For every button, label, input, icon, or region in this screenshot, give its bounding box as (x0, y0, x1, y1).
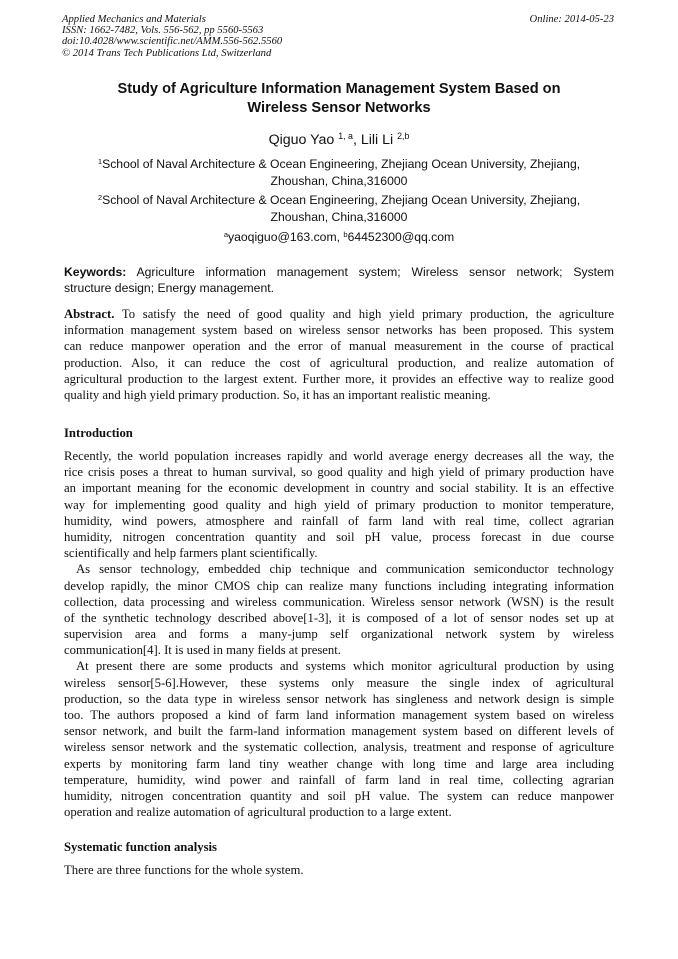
paragraph-line: There are three functions for the whole system. (64, 863, 304, 877)
author-emails (62, 229, 616, 245)
affiliation-mark: 2 (97, 192, 103, 202)
paragraph-line: production, so the data type in wireless sensor network has singleness and network design is simple (64, 691, 614, 706)
issn-line: ISSN: 1662-7482, Vols. 556-562, pp 5560-5563 (62, 25, 264, 37)
abstract-label: Abstract. (64, 307, 115, 321)
section-heading-systematic-function-analysis: Systematic function analysis (64, 840, 217, 854)
paragraph-line: temperature, humidity, wind power and rainfall of farm land in real time, collecting agrarian (64, 772, 614, 787)
paragraph-line: too. The authors proposed a kind of farm land information management system based on wireless (64, 708, 614, 722)
paragraph-line: humidity, nitrogen concentration quantity and soil pH value, process forecast in due course (64, 529, 614, 544)
paragraph-line: humidity, wind powers, atmosphere and rainfall of farm land with real time, collect agrarian (64, 513, 614, 528)
paragraph-line: At present there are some products and systems which monitor agricultural production by using (76, 659, 614, 674)
paragraph-line: humidity, nitrogen concentration quantity and soil pH value. The system can reduce manpower (64, 788, 614, 803)
paragraph-line: rice crisis poses a threat to human survival, so good quality and high yield of primary production have (64, 465, 614, 480)
paper-title (62, 80, 616, 118)
paragraph-line: scientifically and help farmers plant scientifically. (64, 546, 318, 561)
affiliation-1 (62, 156, 616, 189)
author-separator: , (352, 132, 361, 148)
affiliation-2 (62, 192, 616, 225)
paragraph-line: communication[4]. It is used in many fields at present. (64, 643, 341, 658)
paragraph-line: operation and realize automation of agricultural production to a large extent. (64, 805, 452, 820)
abstract-line: quality and high yield primary production. So, it has an important realistic meaning. (64, 387, 491, 402)
paragraph-line: supervision area and forms a many-jump self organizational network system by wireless (64, 627, 614, 642)
doi-line: doi:10.4028/www.scientific.net/AMM.556-562.5560 (62, 36, 283, 48)
author-affiliation-mark: 1, a (338, 131, 353, 142)
paragraph-line: of the synthetic technology described above[1-3], it is composed of a lot of sensor nodes set up at (64, 610, 614, 625)
paragraph-line: experts by monitoring farm land tiny weather change with long time and large area including (64, 756, 614, 771)
paragraph-line: way for implementing good quality and high yield of primary production to monitor temperature, (64, 497, 614, 512)
email-mark: b (343, 229, 348, 239)
paragraph-line: an important meaning for the economic development in country and social stability. It is an effective (64, 481, 614, 496)
abstract (64, 306, 614, 403)
email-mark: a (223, 229, 229, 239)
abstract-line: can reduce manpower operation and the error of manual measurement in the course of practical (64, 339, 614, 354)
online-date: Online: 2014-05-23 (529, 14, 614, 25)
author-list (62, 131, 616, 149)
paragraph-line: wireless sensor network and the systematic collection, analysis, treatment and response of agriculture (64, 740, 614, 755)
author-name: Qiguo Yao (268, 132, 335, 148)
copyright-line: © 2014 Trans Tech Publications Ltd, Switzerland (62, 47, 272, 59)
paragraph-line: wireless sensor[5-6].However, these systems only measure the single index of agricultural (64, 675, 614, 690)
email-separator: , (336, 230, 344, 244)
paragraph-line: Recently, the world population increases rapidly and world average energy decreases all the way, the (64, 449, 614, 463)
title-line-2: Wireless Sensor Networks (247, 100, 431, 116)
paragraph-line: develop rapidly, the minor CMOS chip can realize many functions including integrating information (64, 578, 614, 593)
keywords-text: Agriculture information management system; Wireless sensor network; System (136, 265, 614, 279)
paragraph-line: sensor network, and built the farm-land information management system based on different levels of (64, 724, 614, 739)
email-link[interactable]: 64452300@qq.com (347, 230, 455, 244)
author-name: Lili Li (360, 132, 394, 148)
title-line-1: Study of Agriculture Information Management System Based on (117, 81, 561, 97)
journal-header (62, 14, 282, 59)
author-affiliation-mark: 2,b (397, 131, 410, 142)
paragraph-line: collection, data processing and wireless communication. Wireless sensor network (WSN) is the result (64, 594, 614, 609)
abstract-line: information management system based on wireless sensor networks has been proposed. This system (64, 323, 614, 338)
paragraph-line: As sensor technology, embedded chip technique and communication semiconductor technology (76, 562, 614, 577)
email-link[interactable]: yaoqiguo@163.com (228, 230, 337, 244)
section-heading-introduction: Introduction (64, 426, 133, 440)
systematic-function-body (64, 862, 614, 878)
keywords-label: Keywords: (64, 265, 127, 279)
journal-name: Applied Mechanics and Materials (62, 14, 206, 25)
keywords-text: structure design; Energy management. (64, 281, 275, 296)
abstract-line: agricultural production to the largest extent. Further more, it provides an effective way to realize good (64, 371, 614, 386)
affiliation-text: School of Naval Architecture & Ocean Engineering, Zhejiang Ocean University, Zhejiang, (102, 157, 581, 171)
affiliation-text: Zhoushan, China,316000 (270, 173, 408, 188)
affiliation-mark: 1 (97, 156, 103, 166)
abstract-line: production. Also, it can reduce the cost of agricultural production, and realize automation of (64, 355, 614, 370)
abstract-line: To satisfy the need of good quality and high yield primary production, the agriculture (121, 307, 614, 321)
introduction-body (64, 448, 614, 820)
affiliation-text: School of Naval Architecture & Ocean Engineering, Zhejiang Ocean University, Zhejiang, (102, 193, 581, 207)
keywords (64, 264, 614, 296)
affiliation-text: Zhoushan, China,316000 (270, 209, 408, 224)
